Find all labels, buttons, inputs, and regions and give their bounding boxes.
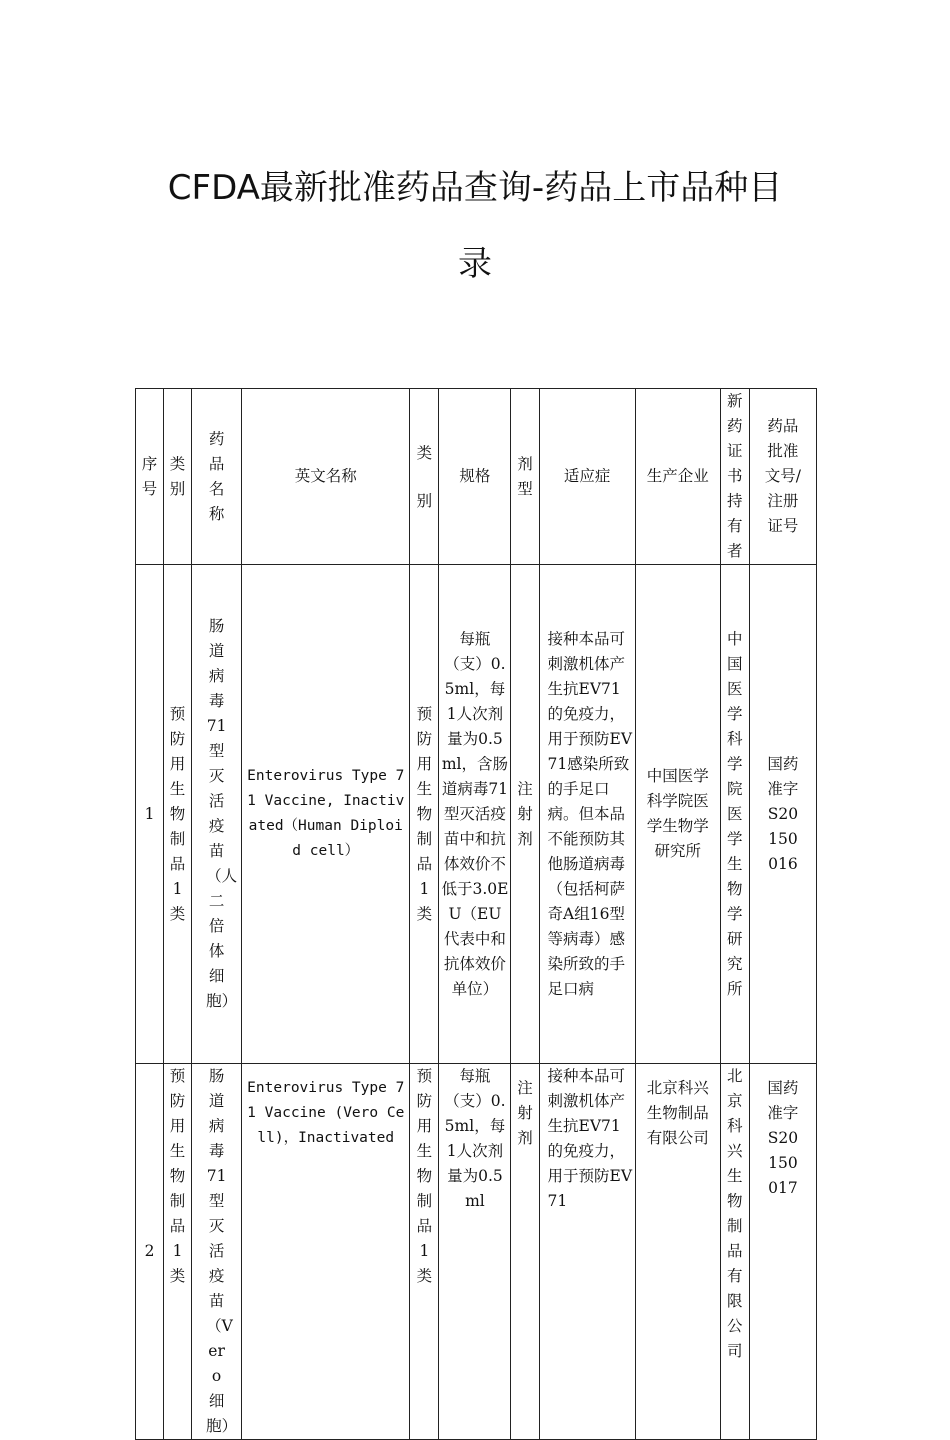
- row-certificate-holder: 北京科兴生物制品有限公司: [720, 1064, 749, 1440]
- header-cell: 新药证书持有者: [720, 389, 749, 565]
- row-manufacturer: 北京科兴生物制品有限公司: [635, 1064, 720, 1440]
- row-english-name: Enterovirus Type 71 Vaccine, Inactivated（Human Diploid cell）: [242, 565, 410, 1064]
- row-drug-name: 肠道病毒71型灭活疫苗（Vero细胞）: [192, 1064, 242, 1440]
- header-cell: 生产企业: [635, 389, 720, 565]
- table-row: [136, 565, 817, 1064]
- row-indication: 接种本品可刺激机体产生抗EV71的免疫力，用于预防EV71: [539, 1064, 635, 1440]
- row-number: 2: [136, 1064, 164, 1440]
- drug-list-table: [135, 388, 817, 1440]
- header-cell: 药品批准文号/注册证号: [749, 389, 816, 565]
- page-title: CFDA最新批准药品查询-药品上市品种目: [167, 168, 783, 208]
- row-category: 预防用生物制品1类: [164, 1064, 192, 1440]
- header-cell: 类别: [410, 389, 439, 565]
- header-cell: 类别: [164, 389, 192, 565]
- row-category-2: 预防用生物制品1类: [410, 1064, 439, 1440]
- header-cell: 序号: [136, 389, 164, 565]
- row-approval-number: 国药准字S20150017: [749, 1064, 816, 1440]
- row-category: 预防用生物制品1类: [164, 565, 192, 1064]
- table-row: [136, 1064, 817, 1440]
- header-cell: 规格: [439, 389, 511, 565]
- row-number: 1: [136, 565, 164, 1064]
- row-manufacturer: 中国医学科学院医学生物学研究所: [635, 565, 720, 1064]
- row-spec: 每瓶（支）0.5ml，每1人次剂量为0.5ml，含肠道病毒71型灭活疫苗中和抗体效价不低于3.0EU（EU代表中和抗体效价单位）: [439, 565, 511, 1064]
- row-approval-number: 国药准字S20150016: [749, 565, 816, 1064]
- header-cell: 药品名称: [192, 389, 242, 565]
- header-cell: 剂型: [511, 389, 539, 565]
- page-title-continued: 录: [458, 244, 492, 284]
- row-dosage-form: 注射剂: [511, 1064, 539, 1440]
- row-dosage-form: 注射剂: [511, 565, 539, 1064]
- row-drug-name: 肠道病毒71型灭活疫苗（人二倍体细胞）: [192, 565, 242, 1064]
- row-category-2: 预防用生物制品1类: [410, 565, 439, 1064]
- row-spec: 每瓶（支）0.5ml，每1人次剂量为0.5ml: [439, 1064, 511, 1440]
- header-cell: 英文名称: [242, 389, 410, 565]
- row-english-name: Enterovirus Type 71 Vaccine (Vero Cell)，Inactivated: [242, 1064, 410, 1440]
- row-certificate-holder: 中国医学科学院医学生物学研究所: [720, 565, 749, 1064]
- header-cell: 适应症: [539, 389, 635, 565]
- row-indication: 接种本品可刺激机体产生抗EV71的免疫力，用于预防EV71感染所致的手足口病。但本品不能预防其他肠道病毒（包括柯萨奇A组16型等病毒）感染所致的手足口病: [539, 565, 635, 1064]
- table-header-row: [136, 389, 817, 565]
